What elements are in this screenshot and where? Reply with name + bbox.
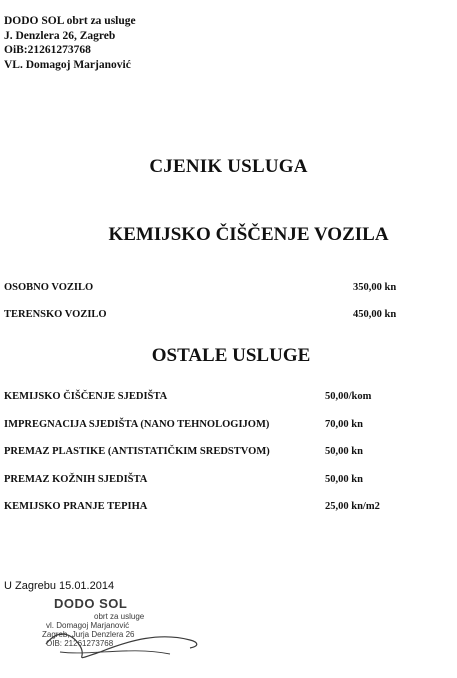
company-oib-line: OiB:21261273768 bbox=[4, 44, 91, 56]
place-and-date: U Zagrebu 15.01.2014 bbox=[4, 580, 115, 592]
service-price: 450,00 kn bbox=[353, 309, 397, 320]
service-price: 50,00 kn bbox=[325, 474, 363, 485]
service-name: OSOBNO VOZILO bbox=[4, 282, 94, 293]
stamp-company-name: DODO SOL bbox=[54, 596, 128, 611]
service-name: PREMAZ KOŽNIH SJEDIŠTA bbox=[4, 474, 148, 485]
service-price: 50,00 kn bbox=[325, 446, 363, 457]
price-row-pranje-tepiha bbox=[4, 501, 457, 515]
price-row-osobno-vozilo bbox=[4, 282, 457, 296]
service-price: 25,00 kn/m2 bbox=[325, 501, 380, 512]
price-row-premaz-koznih-sjedista bbox=[4, 474, 457, 488]
page-title: CJENIK USLUGA bbox=[149, 156, 308, 177]
service-name: TERENSKO VOZILO bbox=[4, 309, 107, 320]
company-owner-line: VL. Domagoj Marjanović bbox=[4, 58, 131, 71]
service-price: 50,00/kom bbox=[325, 391, 372, 402]
stamp-line: Zagreb, Jurja Denzlera 26 bbox=[42, 630, 135, 639]
service-name: KEMIJSKO PRANJE TEPIHA bbox=[4, 501, 148, 512]
stamp-line: OIB: 21261273768 bbox=[46, 639, 114, 648]
stamp-line: vl. Domagoj Marjanović bbox=[46, 621, 130, 630]
price-row-premaz-plastike bbox=[4, 446, 457, 460]
service-price: 350,00 kn bbox=[353, 282, 397, 293]
price-row-impregnacija-sjedista bbox=[4, 419, 457, 433]
price-row-ciscenje-sjedista bbox=[4, 391, 457, 405]
price-row-terensko-vozilo bbox=[4, 309, 457, 323]
service-price: 70,00 kn bbox=[325, 419, 363, 430]
section-heading-other: OSTALE USLUGE bbox=[151, 345, 311, 366]
company-stamp bbox=[40, 596, 210, 666]
service-name: KEMIJSKO ČIŠČENJE SJEDIŠTA bbox=[4, 391, 168, 402]
company-address-line: J. Denzlera 26, Zagreb bbox=[4, 29, 116, 42]
company-name-line: DODO SOL obrt za usluge bbox=[4, 15, 136, 27]
service-name: IMPREGNACIJA SJEDIŠTA (NANO TEHNOLOGIJOM) bbox=[4, 419, 270, 430]
section-heading-vehicles: KEMIJSKO ČIŠČENJE VOZILA bbox=[108, 224, 389, 245]
service-name: PREMAZ PLASTIKE (ANTISTATIČKIM SREDSTVOM) bbox=[4, 446, 270, 457]
company-header bbox=[4, 14, 136, 72]
stamp-line: obrt za usluge bbox=[94, 612, 145, 621]
